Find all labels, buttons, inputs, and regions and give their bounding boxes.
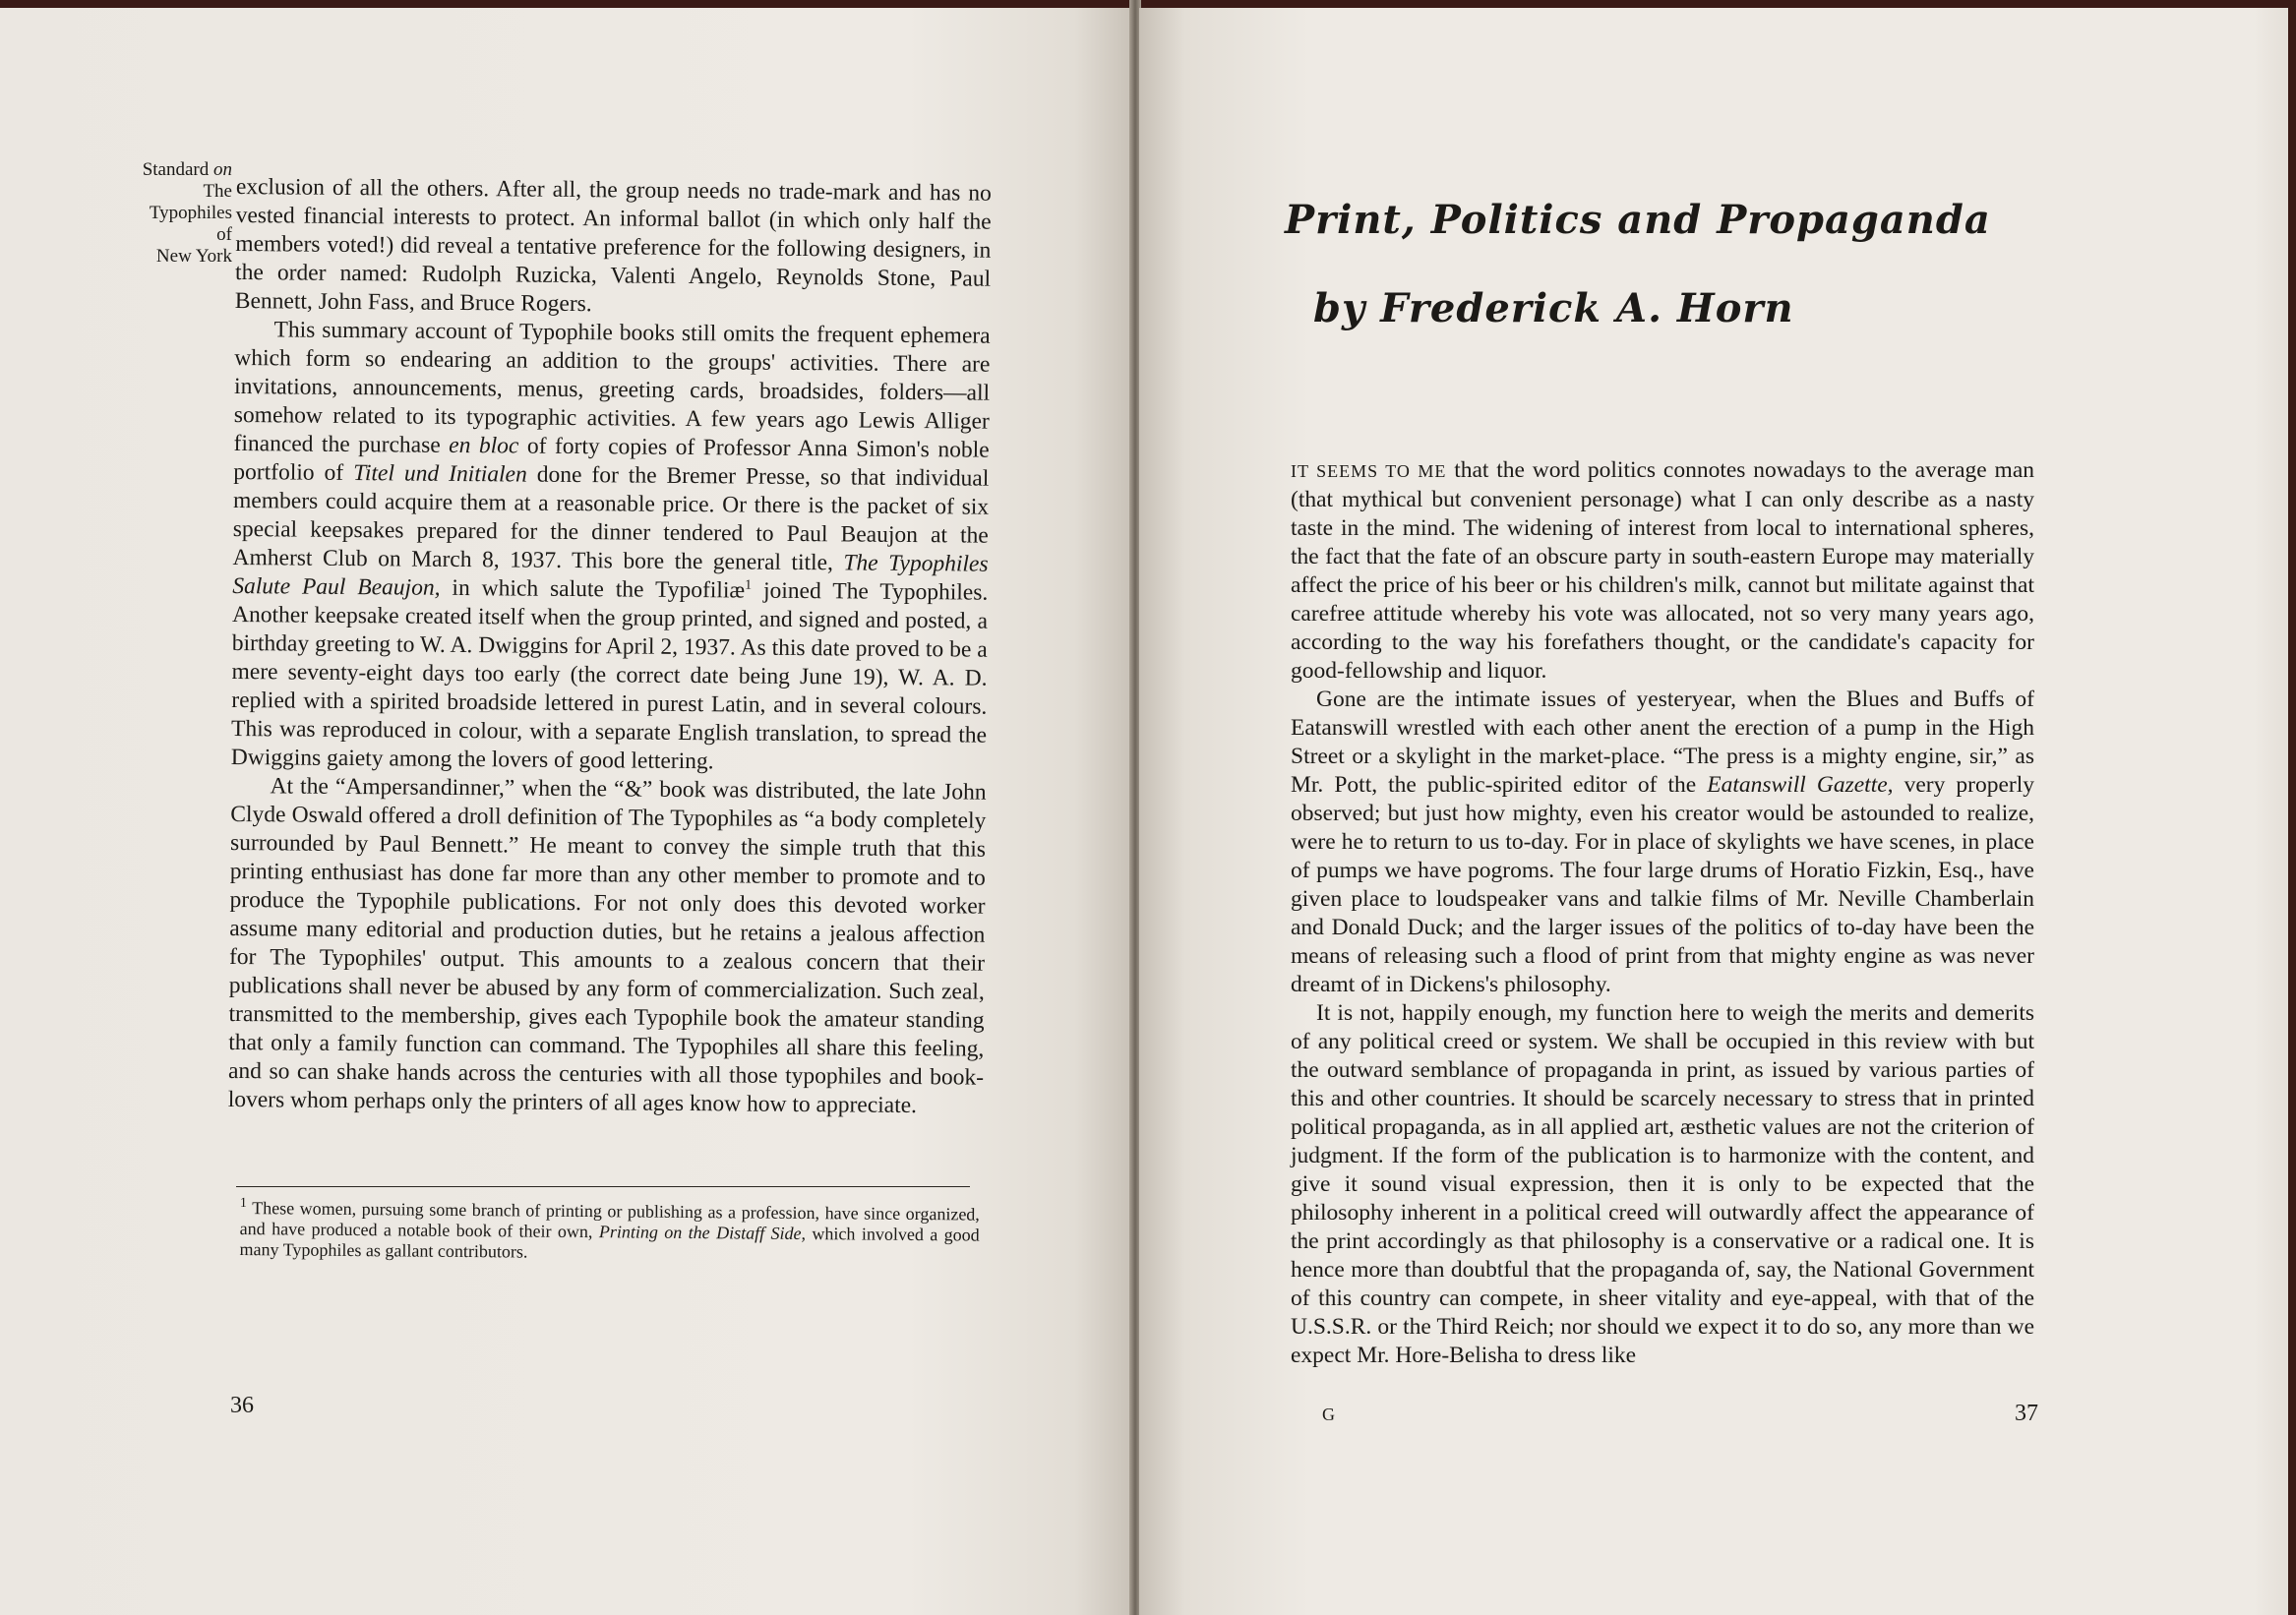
sidenote-line: Standard xyxy=(142,159,210,180)
sidenote-line: Typophiles xyxy=(149,203,232,223)
left-page xyxy=(0,8,1131,1615)
page-number: 37 xyxy=(2015,1401,2038,1426)
paragraph: Gone are the intimate issues of yesteryear, when the Blues and Buffs of Eatanswill wrestled with each other anent the erection of a pump in the High Street or a skylight in the market-place. “The press is a mighty engine, sir,” as Mr. Pott, the public-spirited editor of the Eatanswill Gazette, very properly observed; but just how mighty, even his creator would be astounded to realize, were he to return to us to-day. For in place of skylights we have scenes, in place of pumps we have pogroms. The four large drums of Horatio Fizkin, Esq., have given place to loudspeaker vans and talkie films of Mr. Neville Chamberlain and Donald Duck; and the larger issues of the politics of to-day have been the means of releasing such a flood of print from that mighty engine as was never dreamt of in Dickens's philosophy. xyxy=(1291,687,2035,997)
right-body-text xyxy=(1291,456,2034,1370)
paragraph: This summary account of Typophile books still omits the frequent ephemera which form so endearing an addition to the groups' activities. There are invitations, announcements, menus, greeting cards, broadsides, folders—all somehow related to its typographic activities. A few years ago Lewis Alliger financed the purchase en bloc of forty copies of Professor Anna Simon's noble portfolio of Titel und Initialen done for the Bremer Presse, so that individual members could acquire them at a reasonable price. Or there is the packet of six special keepsakes prepared for the dinner tendered to Paul Beaujon at the Amherst Club on March 8, 1937. This bore the general title, The Typophiles Salute Paul Beaujon, in which salute the Typofiliæ$^1$ joined The Typophiles. Another keepsake created itself when the group printed, and signed and posted, a birthday greeting to W. A. Dwiggins for April 2, 1937. As this date proved to be a mere seventy-eight days too early (the correct date being June 19), W. A. D. replied with a spirited broadside lettered in purest Latin, and in several colours. This was reproduced in colour, with a separate English translation, to spread the Dwiggins gaiety among the lovers of good lettering. xyxy=(230,317,991,775)
sidenote-line: of xyxy=(216,224,232,245)
sidenote-line-italic: on xyxy=(213,159,232,180)
sidenote-line: The xyxy=(203,181,232,202)
running-sidenote xyxy=(116,159,232,268)
sidenote-line: New York xyxy=(155,246,232,267)
signature-mark: G xyxy=(1322,1405,1335,1424)
article-title: Print, Politics and Propaganda xyxy=(1285,197,1991,243)
paragraph: exclusion of all the others. After all, the group needs no trade-mark and has no vested financial interests to protect. An informal ballot (in which only half the members voted!) did reveal a tentative preference for the following designers, in the order named: Rudolph Ruzicka, Valenti Angelo, Reynolds Stone, Paul Bennett, John Fass, and Bruce Rogers. xyxy=(234,173,992,318)
paragraph: At the “Ampersandinner,” when the “&” book was distributed, the late John Clyde Oswald offered a droll definition of The Typophiles as “a body completely surrounded by Paul Bennett.” He meant to convey the simple truth that this printing enthusiast has done far more than any other member to promote and to produce the Typophile publications. For not only does this devoted worker assume many editorial and production duties, but he retains a jealous affection for The Typophiles' output. This amounts to a zealous concern that their publications shall never be abused by any form of commercialization. Such zeal, transmitted to the membership, gives each Typophile book the amateur standing that only a family function can command. The Typophiles all share this feeling, and so can shake hands across the centuries with all those typophiles and book-lovers whom perhaps only the printers of all ages know how to appreciate. xyxy=(227,773,987,1119)
left-body-text xyxy=(228,173,992,1121)
paragraph: It is not, happily enough, my function here to weigh the merits and demerits of any political creed or system. We shall be occupied in this review with but the outward semblance of propaganda in print, as issued by various parties of this and other countries. It should be scarcely necessary to stress that in printed political propaganda, as in all applied art, æsthetic values are not the criterion of judgment. If the form of the publication is to harmonize with the content, and give it sound visual expression, then it is only to be expected that the philosophy inherent in a political creed will outwardly affect the appearance of the print accordingly as that philosophy is a conservative or a radical one. It is hence more than doubtful that the propaganda of, say, the National Government of this country can compete, in sheer vitality and eye-appeal, with that of the U.S.S.R. or the Third Reich; nor should we expect it to do so, any more than we expect Mr. Hore-Belisha to dress like xyxy=(1291,1000,2034,1368)
lead-in-smallcaps: IT SEEMS TO ME xyxy=(1291,461,1447,481)
paragraph: IT SEEMS TO ME that the word politics connotes nowadays to the average man (that mythical but convenient personage) what I can only describe as a nasty taste in the mind. The widening of interest from local to international spheres, the fact that the fate of an obscure party in south-eastern Europe may materially affect the price of his beer or his children's milk, cannot but militate against that carefree attitude whereby his vote was allocated, not so very many years ago, according to the way his forefathers thought, or the candidate's capacity for good-fellowship and liquor. xyxy=(1291,457,2034,684)
page-number: 36 xyxy=(230,1393,254,1418)
article-author: by Frederick A. Horn xyxy=(1313,285,1794,331)
footnote-rule xyxy=(236,1186,970,1187)
footnote: $^1$ These women, pursuing some branch of printing or publishing as a profession, have since organized, and have produced a notable book of their own, Printing on the Distaff Side, which involved a good many Typophiles as gallant contributors. xyxy=(239,1196,980,1262)
footnote-ref: 1 xyxy=(745,577,753,593)
